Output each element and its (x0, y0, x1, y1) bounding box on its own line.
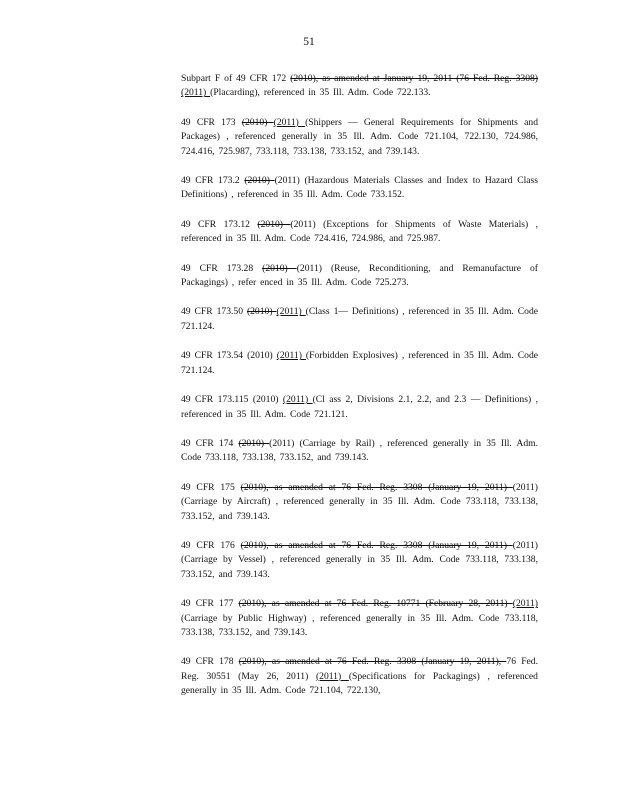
entry-text-run: 49 CFR 177 (181, 598, 239, 610)
deleted-text: (2010), as amended at 76 Fed. Reg. 3308 (January 19, 2011) (240, 539, 513, 551)
entry-text-run: 76 Fed. Reg. 30551 (May 26, 2011) (181, 656, 538, 682)
entry-text (181, 393, 538, 422)
inserted-text: (2011) (315, 670, 349, 682)
entry-text (181, 218, 538, 247)
reference-entry (181, 174, 538, 203)
entry-text (181, 72, 538, 101)
deleted-text: (2010) (257, 218, 291, 230)
entry-text-run: (Cl ass 2, Divisions 2.1, 2.2, and 2.3 — Definitions) , referenced in 35 Ill. Adm. Code 721.121. (181, 394, 538, 420)
reference-entry (181, 655, 538, 698)
inserted-text: (2011) (512, 598, 538, 610)
entry-text-run: (2011) (Carriage by Aircraft) , referenced generally in 35 Ill. Adm. Code 733.118, 733.138, 733.152, and 739.143. (181, 481, 538, 522)
reference-entry (181, 262, 538, 291)
entry-text-run: 49 CFR 173.12 (181, 218, 258, 230)
entry-text-run: 49 CFR 173.115 (2010) (181, 394, 283, 406)
entry-text (181, 174, 538, 203)
entry-text (181, 305, 538, 334)
entry-text-run: Subpart F of 49 CFR 172 (181, 73, 291, 84)
entry-text-run: 49 CFR 174 (181, 437, 239, 449)
entry-text-run: (Forbidden Explosives) , referenced in 35 Ill. Adm. Code 721.124. (181, 350, 539, 376)
reference-entry (181, 539, 538, 582)
inserted-text: (2011) (282, 394, 313, 406)
reference-entry (181, 72, 538, 101)
entry-text-run: (2011) (Reuse, Reconditioning, and Remanufacture of Packagings) , refer enced in 35 Ill. Adm. Code 725.273. (181, 262, 538, 289)
entry-text (181, 349, 538, 378)
regulation-reference-list (181, 72, 538, 714)
entry-text (181, 539, 538, 582)
deleted-text: (2010), as amended at 76 Fed. Reg. 3308 (January 19, 2011), (238, 656, 507, 668)
entry-text-run: 49 CFR 173.28 (181, 262, 263, 274)
entry-text-run: 49 CFR 173.54 (2010) (181, 350, 277, 362)
reference-entry (181, 116, 538, 159)
entry-text-run: (2011) (Carriage by Vessel) , referenced generally in 35 Ill. Adm. Code 733.118, 733.138, 733.152, and 739.143. (181, 539, 538, 580)
entry-text-run: (2011) (Exceptions for Shipments of Waste Materials) , referenced in 35 Ill. Adm. Code 724.416, 724.986, and 725.987. (181, 218, 539, 245)
deleted-text: (2010) (246, 306, 277, 318)
deleted-text: (2010) (244, 175, 275, 187)
deleted-text: (2010) (262, 262, 297, 274)
reference-entry (181, 437, 538, 466)
entry-text-run: (Class 1— Definitions) , referenced in 35 Ill. Adm. Code 721.124. (181, 306, 538, 332)
entry-text-run: (2011) (Carriage by Rail) , referenced generally in 35 Ill. Adm. Code 733.118, 733.138, 733.152, and 739.143. (181, 437, 538, 464)
entry-text-run: (Placarding), referenced in 35 Ill. Adm. Code 722.133. (210, 87, 431, 99)
reference-entry (181, 481, 538, 524)
entry-text-run: 49 CFR 173.50 (181, 306, 247, 318)
entry-text-run: (Specifications for Packagings) , referenced generally in 35 Ill. Adm. Code 721.104, 722.130, (181, 670, 538, 697)
entry-text-run: 49 CFR 178 (181, 656, 239, 668)
deleted-text: (2010), as amended at 76 Fed. Reg. 3308 (January 19, 2011) (240, 481, 513, 493)
inserted-text: (2011) (276, 350, 306, 362)
reference-entry (181, 393, 538, 422)
entry-text (181, 481, 538, 524)
entry-text-run: 49 CFR 175 (181, 481, 241, 493)
reference-entry (181, 597, 538, 640)
entry-text-run: (Carriage by Public Highway) , referenced generally in 35 Ill. Adm. Code 733.118, 733.138, 733.152, and 739.143. (181, 612, 538, 638)
entry-text-run: (2011) (Hazardous Materials Classes and Index to Hazard Class Definitions) , referenced in 35 Ill. Adm. Code 733.152. (181, 175, 539, 201)
entry-text-run: 49 CFR 173 (181, 116, 242, 128)
entry-text-run: (Shippers — General Requirements for Shipments and Packages) , referenced generally in 35 Ill. Adm. Code 721.104, 722.130, 724.986, 724.416, 725.987, 733.118, 733.138, 733.152, and 739.143. (181, 116, 538, 157)
entry-text (181, 116, 538, 159)
inserted-text: (2011) (273, 116, 306, 128)
inserted-text: (2011) (181, 87, 211, 99)
deleted-text: (2010) (238, 437, 270, 449)
page-number: 51 (303, 36, 315, 48)
entry-text-run: 49 CFR 176 (181, 539, 241, 551)
reference-entry (181, 218, 538, 247)
deleted-text: (2010) (241, 116, 274, 128)
reference-entry (181, 305, 538, 334)
entry-text (181, 597, 538, 640)
reference-entry (181, 349, 538, 378)
entry-text (181, 655, 538, 698)
entry-text (181, 262, 538, 291)
deleted-text: (2010), as amended at 76 Fed. Reg. 10771 (February 28, 2011) (238, 598, 513, 610)
deleted-text: (2010), as amended at January 19, 2011 (76 Fed. Reg. 3308) (290, 73, 538, 84)
entry-text (181, 437, 538, 466)
inserted-text: (2011) (276, 306, 306, 318)
entry-text-run: 49 CFR 173.2 (181, 175, 245, 187)
